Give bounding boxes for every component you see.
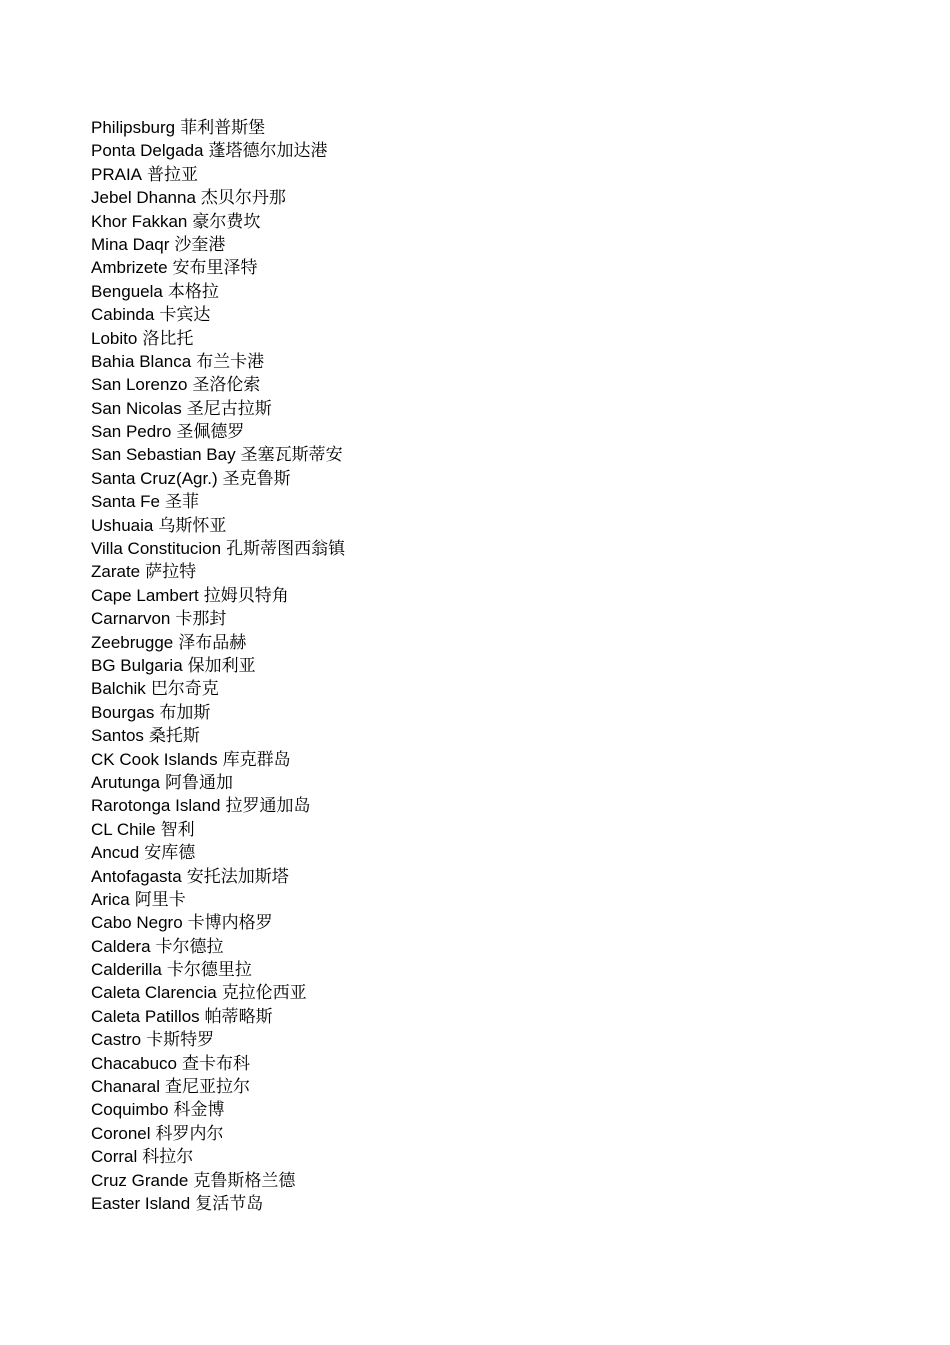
port-name-chinese: 拉姆贝特角: [203, 585, 289, 606]
port-name-chinese: 本格拉: [167, 281, 219, 302]
port-name-english: BG Bulgaria: [91, 655, 183, 675]
port-name-chinese: 卡那封: [175, 609, 227, 630]
list-item: [91, 373, 345, 396]
list-item: [91, 186, 345, 209]
port-name-english: Caldera: [91, 936, 151, 956]
port-name-english: Santa Cruz(Agr.): [91, 468, 218, 488]
list-item: [91, 1145, 345, 1168]
port-name-english: Bourgas: [91, 702, 155, 722]
port-name-english: Arutunga: [91, 772, 160, 792]
port-name-chinese: 沙奎港: [174, 234, 226, 255]
list-item: [91, 631, 345, 654]
port-name-chinese: 安库德: [144, 843, 196, 864]
list-item: [91, 1005, 345, 1028]
port-name-chinese: 复活节岛: [195, 1193, 264, 1214]
port-name-chinese: 乌斯怀亚: [158, 515, 227, 536]
port-name-english: Corral: [91, 1147, 138, 1167]
port-name-english: Chanaral: [91, 1077, 160, 1097]
port-name-chinese: 洛比托: [142, 328, 194, 349]
port-name-chinese: 阿鲁通加: [165, 772, 233, 793]
list-item: [91, 490, 345, 513]
port-name-chinese: 菲利普斯堡: [180, 118, 266, 138]
list-item: [91, 1098, 345, 1121]
port-name-chinese: 卡尔德里拉: [166, 960, 252, 981]
list-item: [91, 1169, 345, 1192]
port-name-chinese: 科金博: [173, 1100, 225, 1121]
list-item: [91, 654, 345, 677]
list-item: [91, 748, 345, 771]
port-name-chinese: 卡宾达: [159, 305, 211, 326]
port-name-chinese: 萨拉特: [145, 562, 197, 583]
list-item: [91, 584, 345, 607]
port-name-chinese: 智利: [160, 819, 195, 840]
list-item: [91, 350, 345, 373]
port-name-english: Santos: [91, 726, 144, 746]
port-list: [91, 116, 345, 1215]
list-item: [91, 1122, 345, 1145]
port-name-english: Cape Lambert: [91, 585, 199, 605]
port-name-chinese: 圣克鲁斯: [222, 468, 291, 489]
port-name-chinese: 库克群岛: [222, 749, 291, 770]
list-item: [91, 841, 345, 864]
port-name-english: Benguela: [91, 281, 163, 301]
list-item: [91, 467, 345, 490]
port-name-english: PRAIA: [91, 164, 143, 184]
list-item: [91, 280, 345, 303]
port-name-english: Coronel: [91, 1123, 151, 1143]
port-name-chinese: 科罗内尔: [155, 1123, 224, 1144]
list-item: [91, 537, 345, 560]
port-name-chinese: 安托法加斯塔: [186, 866, 289, 887]
port-name-english: Castro: [91, 1030, 142, 1050]
port-name-english: San Pedro: [91, 422, 172, 442]
list-item: [91, 911, 345, 934]
list-item: [91, 1075, 345, 1098]
list-item: [91, 163, 345, 186]
port-name-chinese: 卡尔德拉: [155, 936, 224, 957]
list-item: [91, 116, 345, 139]
port-name-english: Carnarvon: [91, 609, 171, 629]
port-name-chinese: 圣洛伦索: [192, 375, 261, 396]
port-name-english: Bahia Blanca: [91, 351, 192, 371]
port-name-chinese: 圣菲: [165, 492, 199, 513]
port-name-chinese: 圣塞瓦斯蒂安: [240, 445, 343, 466]
list-item: [91, 443, 345, 466]
port-name-chinese: 卡博内格罗: [187, 913, 273, 934]
port-name-chinese: 孔斯蒂图西翁镇: [226, 539, 346, 560]
list-item: [91, 1028, 345, 1051]
list-item: [91, 397, 345, 420]
port-name-chinese: 克鲁斯格兰德: [193, 1170, 296, 1191]
port-name-english: Santa Fe: [91, 492, 160, 512]
port-name-english: Zarate: [91, 562, 141, 582]
port-name-chinese: 圣尼古拉斯: [186, 398, 272, 419]
port-name-english: Zeebrugge: [91, 632, 174, 652]
port-name-chinese: 查卡布科: [182, 1053, 251, 1074]
port-name-chinese: 阿里卡: [134, 889, 186, 910]
list-item: [91, 514, 345, 537]
port-name-english: Coquimbo: [91, 1100, 169, 1120]
port-name-english: Easter Island: [91, 1193, 191, 1213]
list-item: [91, 771, 345, 794]
port-name-english: Cabinda: [91, 305, 155, 325]
port-name-english: Ambrizete: [91, 258, 168, 278]
list-item: [91, 420, 345, 443]
list-item: [91, 256, 345, 279]
port-name-chinese: 巴尔奇克: [150, 679, 219, 700]
port-name-english: Ushuaia: [91, 515, 154, 535]
list-item: [91, 888, 345, 911]
list-item: [91, 607, 345, 630]
port-name-chinese: 拉罗通加岛: [225, 796, 311, 817]
port-name-chinese: 普拉亚: [147, 164, 199, 185]
port-name-chinese: 布兰卡港: [196, 351, 265, 372]
port-name-english: Ponta Delgada: [91, 141, 204, 161]
port-name-chinese: 安布里泽特: [172, 258, 258, 279]
list-item: [91, 1192, 345, 1215]
port-name-english: Ancud: [91, 843, 140, 863]
list-item: [91, 981, 345, 1004]
port-name-chinese: 杰贝尔丹那: [200, 188, 286, 209]
list-item: [91, 724, 345, 747]
port-name-chinese: 豪尔费坎: [192, 211, 261, 232]
list-item: [91, 818, 345, 841]
port-name-english: San Lorenzo: [91, 375, 188, 395]
port-name-english: San Nicolas: [91, 398, 182, 418]
port-name-english: Villa Constitucion: [91, 539, 222, 559]
port-name-chinese: 卡斯特罗: [146, 1030, 215, 1051]
port-name-chinese: 科拉尔: [142, 1147, 194, 1168]
list-item: [91, 139, 345, 162]
list-item: [91, 210, 345, 233]
port-name-english: Cabo Negro: [91, 913, 183, 933]
list-item: [91, 935, 345, 958]
list-item: [91, 327, 345, 350]
port-name-english: Caleta Clarencia: [91, 983, 217, 1003]
port-name-english: Lobito: [91, 328, 138, 348]
port-name-chinese: 桑托斯: [148, 726, 200, 747]
port-name-english: CK Cook Islands: [91, 749, 218, 769]
port-name-english: Caleta Patillos: [91, 1006, 200, 1026]
port-name-chinese: 泽布品赫: [178, 632, 247, 653]
port-name-english: Balchik: [91, 679, 146, 699]
list-item: [91, 701, 345, 724]
port-name-english: Cruz Grande: [91, 1170, 189, 1190]
port-name-english: Jebel Dhanna: [91, 188, 196, 208]
list-item: [91, 958, 345, 981]
list-item: [91, 233, 345, 256]
port-name-english: San Sebastian Bay: [91, 445, 236, 465]
list-item: [91, 865, 345, 888]
port-name-english: Chacabuco: [91, 1053, 178, 1073]
port-name-chinese: 保加利亚: [187, 655, 256, 676]
port-name-chinese: 查尼亚拉尔: [165, 1077, 250, 1098]
list-item: [91, 677, 345, 700]
port-name-english: Philipsburg: [91, 118, 176, 137]
port-name-chinese: 圣佩德罗: [176, 422, 245, 443]
port-name-english: Antofagasta: [91, 866, 182, 886]
list-item: [91, 560, 345, 583]
list-item: [91, 303, 345, 326]
port-name-english: Khor Fakkan: [91, 211, 188, 231]
port-name-english: Calderilla: [91, 960, 162, 980]
port-name-english: Mina Daqr: [91, 234, 170, 254]
port-name-chinese: 克拉伦西亚: [221, 983, 307, 1004]
port-name-chinese: 蓬塔德尔加达港: [208, 141, 328, 162]
port-name-chinese: 布加斯: [159, 702, 211, 723]
port-name-chinese: 帕蒂略斯: [204, 1006, 273, 1027]
port-name-english: CL Chile: [91, 819, 156, 839]
list-item: [91, 794, 345, 817]
port-name-english: Arica: [91, 889, 130, 909]
list-item: [91, 1052, 345, 1075]
port-name-english: Rarotonga Island: [91, 796, 221, 816]
